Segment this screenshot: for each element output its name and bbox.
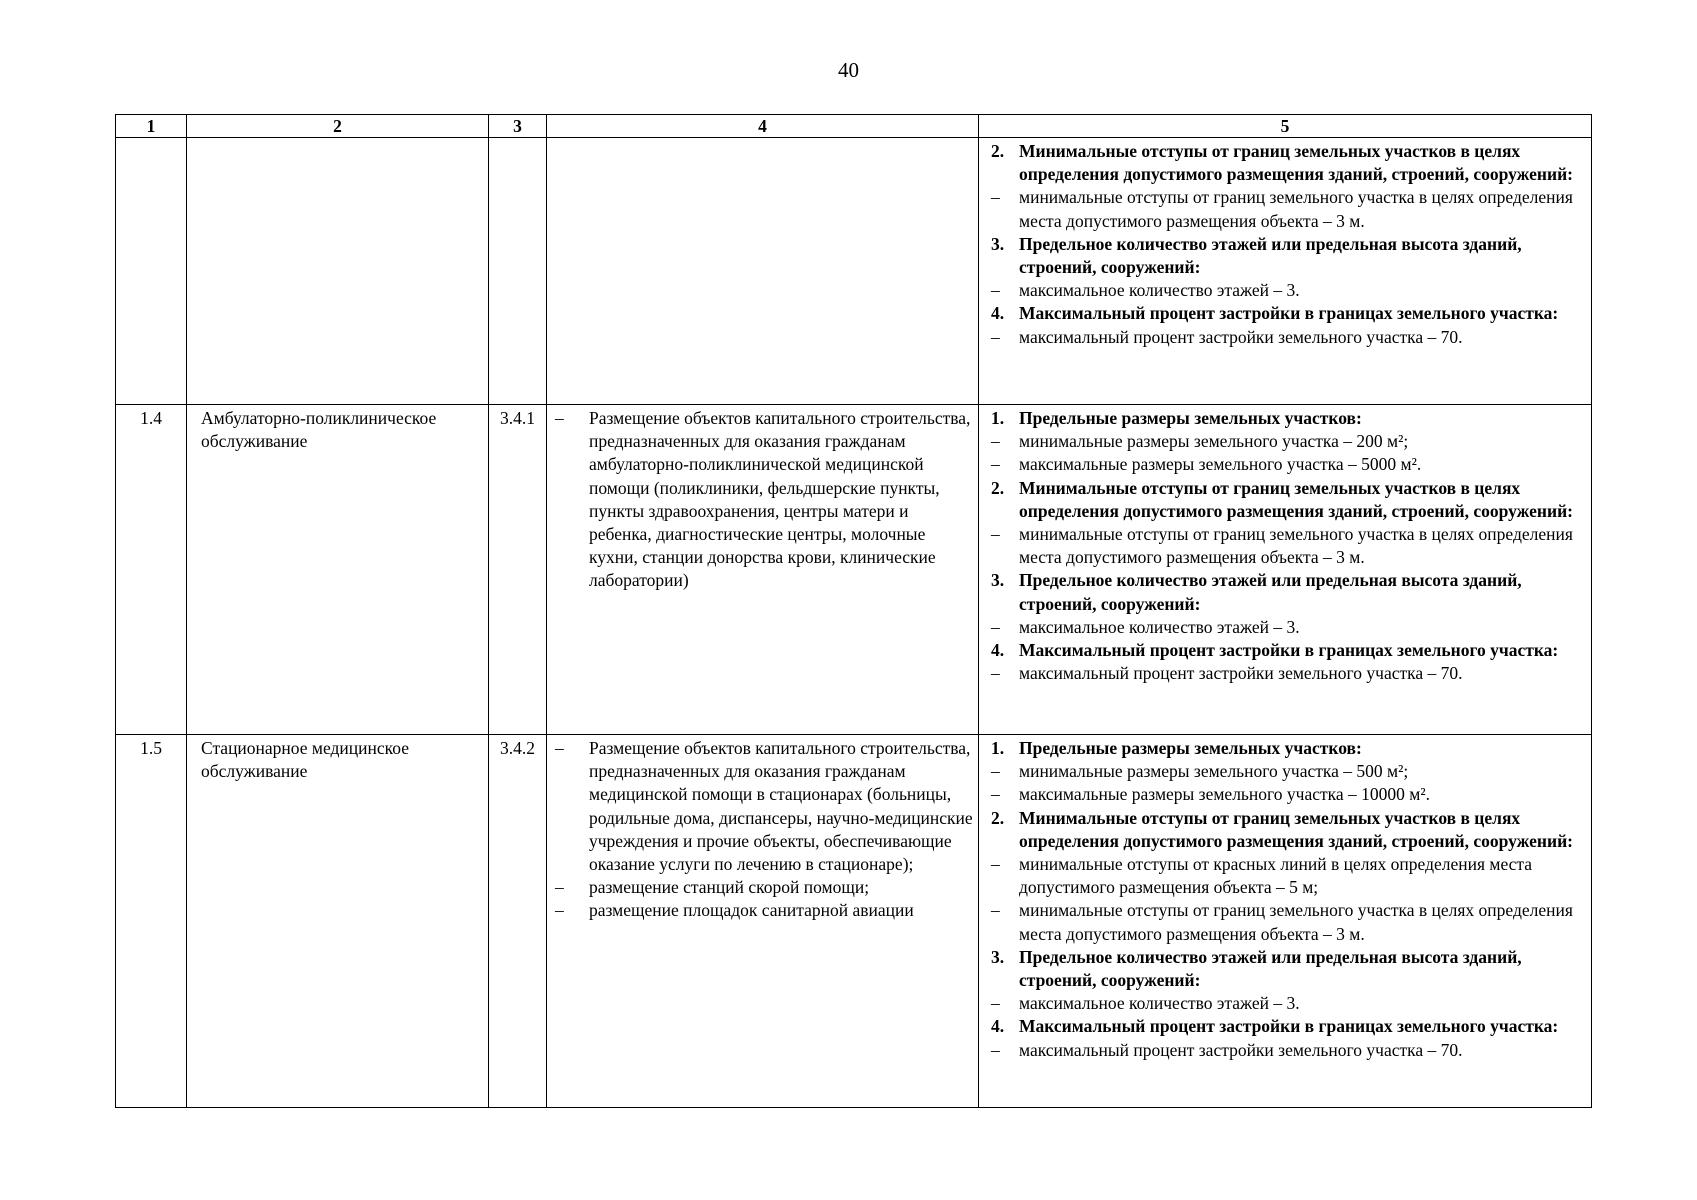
item-text: минимальные размеры земельного участка – 500 м²; — [1019, 761, 1409, 782]
dash-bullet: – — [991, 993, 1000, 1014]
row-name-cell — [187, 138, 489, 405]
table-row — [116, 735, 1592, 1108]
dash-bullet: – — [991, 1039, 1000, 1060]
column-header: 2 — [187, 115, 489, 138]
column-header: 1 — [116, 115, 187, 138]
item-text: максимальный процент застройки земельного участка – 70. — [1019, 1039, 1463, 1060]
row-name: Стационарное медицинское обслуживание — [187, 735, 489, 1108]
dash-bullet: – — [991, 900, 1000, 921]
dash-bullet: – — [991, 616, 1000, 637]
column-header: 3 — [489, 115, 547, 138]
item-text: Предельные размеры земельных участков: — [1019, 738, 1362, 758]
param-item — [985, 279, 1587, 302]
item-number: 3. — [991, 570, 1005, 591]
item-number: 4. — [991, 640, 1005, 661]
item-text: минимальные отступы от границ земельного участка в целях определения места допустимого размещения объекта – 3 м. — [1019, 524, 1573, 568]
param-item — [985, 186, 1587, 232]
item-number: 4. — [991, 303, 1005, 324]
param-heading — [985, 407, 1587, 430]
row-code-cell — [489, 138, 547, 405]
param-item — [985, 1039, 1587, 1062]
param-heading — [985, 946, 1587, 992]
row-description — [547, 405, 979, 735]
param-heading — [985, 737, 1587, 760]
item-text: максимальные размеры земельного участка – 5000 м². — [1019, 454, 1422, 475]
item-text: максимальный процент застройки земельного участка – 70. — [1019, 326, 1463, 347]
row-number: 1.4 — [116, 405, 187, 735]
param-item — [985, 326, 1587, 349]
param-heading — [985, 569, 1587, 615]
param-item — [985, 899, 1587, 945]
description-item — [551, 737, 974, 876]
dash-bullet: – — [991, 431, 1000, 452]
item-number: 1. — [991, 408, 1005, 428]
dash-bullet: – — [991, 524, 1000, 545]
dash-bullet: – — [991, 854, 1000, 875]
item-number: 3. — [991, 946, 1005, 967]
row-code: 3.4.2 — [489, 735, 547, 1108]
item-text: максимальное количество этажей – 3. — [1019, 280, 1300, 301]
param-item — [985, 662, 1587, 685]
item-number: 2. — [991, 141, 1005, 161]
param-heading — [985, 302, 1587, 325]
dash-bullet: – — [991, 280, 1000, 301]
item-text: Максимальный процент застройки в границах земельного участка: — [1019, 303, 1559, 324]
param-heading — [985, 477, 1587, 523]
row-number-cell — [116, 138, 187, 405]
item-text: максимальные размеры земельного участка – 10000 м². — [1019, 784, 1430, 805]
page-number: 40 — [838, 58, 859, 82]
param-item — [985, 783, 1587, 806]
item-number: 1. — [991, 738, 1005, 758]
item-text: минимальные отступы от границ земельного участка в целях определения места допустимого размещения объекта – 3 м. — [1019, 900, 1573, 944]
table-row-continuation — [116, 138, 1592, 405]
param-heading — [985, 639, 1587, 662]
row-name: Амбулаторно-поликлиническое обслуживание — [187, 405, 489, 735]
item-number: 3. — [991, 233, 1005, 254]
dash-bullet: – — [991, 784, 1000, 805]
param-heading — [985, 233, 1587, 279]
item-text: Предельное количество этажей или предельная высота зданий, строений, сооружений: — [1019, 233, 1522, 278]
dash-bullet: – — [555, 408, 564, 428]
row-description — [547, 735, 979, 1108]
item-text: размещение площадок санитарной авиации — [589, 900, 914, 921]
param-item — [985, 523, 1587, 569]
item-text: максимальный процент застройки земельного участка – 70. — [1019, 663, 1463, 684]
item-number: 2. — [991, 807, 1005, 828]
item-text: Размещение объектов капитального строительства, предназначенных для оказания гражданам медицинской помощи в стационарах (больницы, родильные дома, диспансеры, научно-медицинские учреждения и прочие объекты, обеспечивающие оказание услуги по лечению в стационаре); — [589, 738, 973, 875]
column-header: 4 — [547, 115, 979, 138]
param-item — [985, 616, 1587, 639]
param-item — [985, 430, 1587, 453]
dash-bullet: – — [555, 738, 564, 758]
item-number: 2. — [991, 477, 1005, 498]
dash-bullet: – — [991, 187, 1000, 208]
item-text: размещение станций скорой помощи; — [589, 877, 870, 898]
item-text: минимальные размеры земельного участка – 200 м²; — [1019, 431, 1409, 452]
item-number: 4. — [991, 1016, 1005, 1037]
param-item — [985, 992, 1587, 1015]
row-number: 1.5 — [116, 735, 187, 1108]
item-text: минимальные отступы от границ земельного участка в целях определения места допустимого размещения объекта – 3 м. — [1019, 187, 1573, 231]
table-row — [116, 405, 1592, 735]
item-text: Минимальные отступы от границ земельных участков в целях определения допустимого размещения зданий, строений, сооружений: — [1019, 141, 1573, 185]
table-header-row — [116, 115, 1592, 138]
row-params — [979, 735, 1592, 1108]
item-text: максимальное количество этажей – 3. — [1019, 993, 1300, 1014]
item-text: Минимальные отступы от границ земельных участков в целях определения допустимого размещения зданий, строений, сооружений: — [1019, 807, 1573, 851]
dash-bullet: – — [991, 454, 1000, 475]
row-code: 3.4.1 — [489, 405, 547, 735]
row-description-cell — [547, 138, 979, 405]
column-header: 5 — [979, 115, 1592, 138]
param-heading — [985, 1015, 1587, 1038]
item-text: Предельное количество этажей или предельная высота зданий, строений, сооружений: — [1019, 570, 1522, 614]
description-item — [551, 876, 974, 899]
item-text: Размещение объектов капитального строительства, предназначенных для оказания гражданам амбулаторно-поликлинической медицинской помощи (поликлиники, фельдшерские пункты, пункты здравоохранения, центры матери и ребенка, диагностические центры, молочные кухни, станции донорства крови, клинические лаборатории) — [589, 408, 971, 591]
dash-bullet: – — [991, 663, 1000, 684]
item-text: Предельное количество этажей или предельная высота зданий, строений, сооружений: — [1019, 946, 1522, 991]
dash-bullet: – — [555, 900, 564, 921]
regulations-table — [115, 114, 1592, 1108]
param-item — [985, 760, 1587, 783]
item-text: Максимальный процент застройки в границах земельного участка: — [1019, 640, 1559, 661]
dash-bullet: – — [991, 326, 1000, 347]
item-text: Предельные размеры земельных участков: — [1019, 408, 1362, 428]
description-item — [551, 407, 974, 593]
item-text: Максимальный процент застройки в границах земельного участка: — [1019, 1016, 1559, 1037]
param-heading — [985, 807, 1587, 853]
dash-bullet: – — [555, 877, 564, 898]
dash-bullet: – — [991, 761, 1000, 782]
row-params — [979, 405, 1592, 735]
description-item — [551, 899, 974, 922]
row-params-cell — [979, 138, 1592, 405]
item-text: Минимальные отступы от границ земельных участков в целях определения допустимого размещения зданий, строений, сооружений: — [1019, 477, 1573, 521]
param-item — [985, 453, 1587, 476]
param-item — [985, 853, 1587, 899]
item-text: максимальное количество этажей – 3. — [1019, 616, 1300, 637]
param-heading — [985, 140, 1587, 186]
item-text: минимальные отступы от красных линий в целях определения места допустимого размещения объекта – 5 м; — [1019, 854, 1533, 898]
